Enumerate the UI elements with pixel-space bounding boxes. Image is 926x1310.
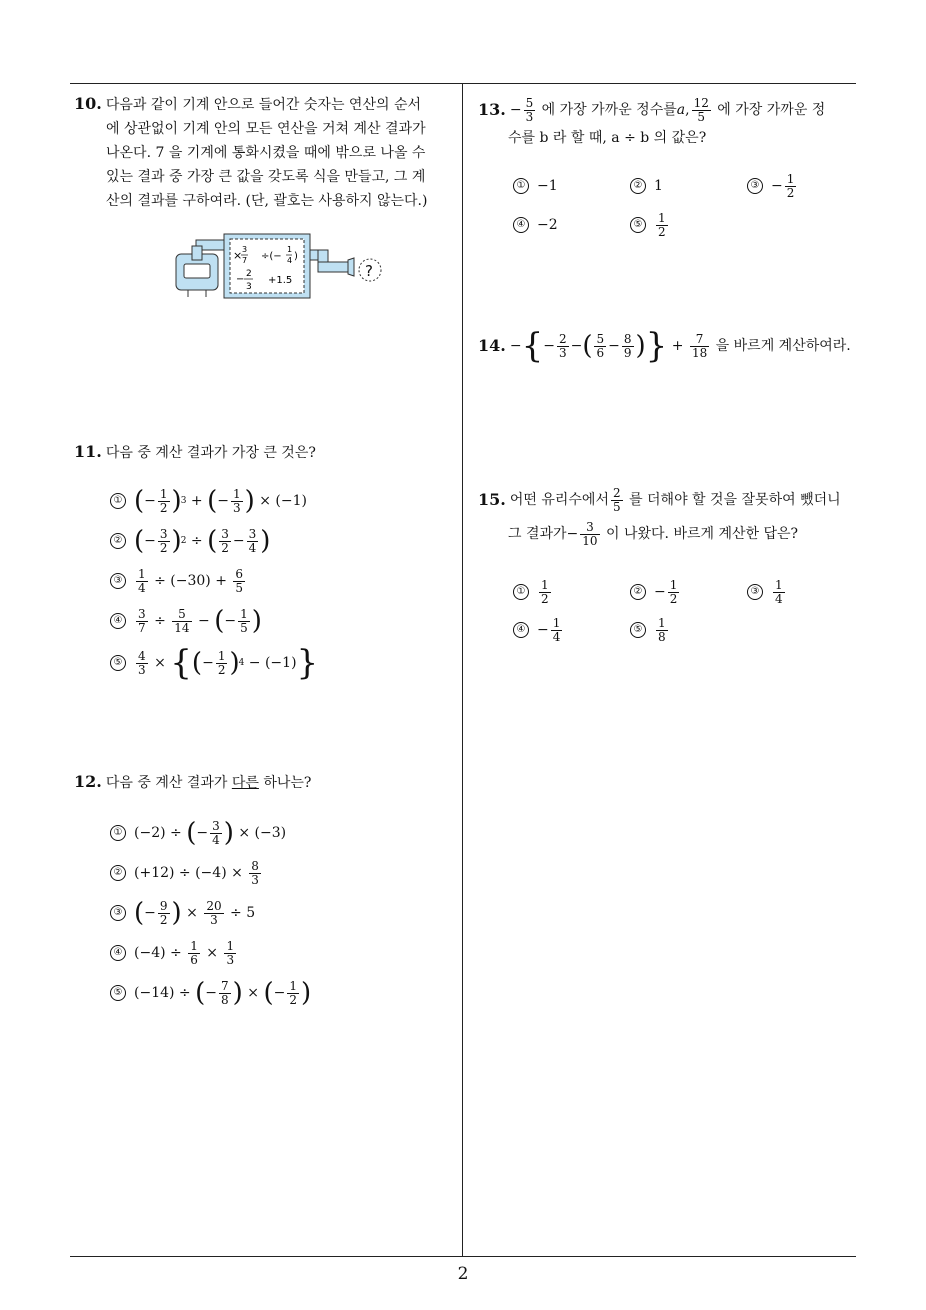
- q12-option-5[interactable]: ⑤ (−14) ÷ ( − $\frac{7}{8}$ ) × ( − $\frac{1}{2}$ ): [110, 975, 311, 1011]
- choice-value: −2: [537, 217, 558, 233]
- question-10: [74, 92, 460, 213]
- choice-marker: ④: [110, 945, 126, 961]
- op2-den: 4: [287, 256, 293, 265]
- choice-marker: ③: [110, 573, 126, 589]
- choice-marker: ②: [630, 584, 646, 600]
- q13-option-5[interactable]: ⑤ $\frac{1}{2}$: [630, 207, 670, 243]
- question-number: 10.: [74, 94, 102, 113]
- choice-marker: ①: [513, 584, 529, 600]
- q12-option-3[interactable]: ③ ( − $\frac{9}{2}$ ) × $\frac{20}{3}$ ÷ 5: [110, 895, 255, 931]
- choice-marker: ⑤: [630, 217, 646, 233]
- choice-value: 1: [654, 178, 663, 194]
- question-14: 14. − { − $\frac{2}{3}$ − ( $\frac{5}{6}$ − $\frac{8}{9}$ ) } + $\frac{7}{18}$ 을 바르게 계산하여라.: [478, 326, 851, 366]
- column-divider: [462, 83, 463, 1257]
- choice-marker: ⑤: [630, 622, 646, 638]
- choice-marker: ⑤: [110, 985, 126, 1001]
- question-12: [74, 770, 460, 795]
- question-number: 14.: [478, 336, 506, 355]
- question-number: 12.: [74, 772, 102, 791]
- op3-num: 2: [246, 269, 252, 279]
- question-text-line: 산의 결과를 구하여라. (단, 괄호는 사용하지 않는다.): [106, 193, 428, 209]
- choice-marker: ②: [110, 533, 126, 549]
- output-nozzle: [348, 258, 354, 276]
- q11-option-4[interactable]: ④ $\frac{3}{7}$ ÷ $\frac{5}{14}$ − ( − $\frac{1}{5}$ ): [110, 603, 262, 639]
- q12-option-4[interactable]: ④ (−4) ÷ $\frac{1}{6}$ × $\frac{1}{3}$: [110, 935, 238, 971]
- op1-num: 3: [242, 245, 248, 254]
- question-number: 11.: [74, 442, 102, 461]
- choice-marker: ④: [110, 613, 126, 629]
- choice-marker: ③: [747, 178, 763, 194]
- q13-option-4[interactable]: [513, 207, 558, 243]
- question-text: 하나는?: [258, 775, 312, 791]
- question-15: 15. 어떤 유리수에서 $\frac{2}{5}$ 를 더해야 할 것을 잘못하여 뺐더니 그 결과가 − $\frac{3}{10}$ 이 나왔다. 바르게 계산한 답은?: [478, 485, 841, 548]
- question-text: 에 가장 가까운 정: [717, 102, 826, 118]
- q13-option-2[interactable]: [630, 168, 663, 204]
- top-rule: [70, 83, 856, 84]
- question-number: 15.: [478, 490, 506, 509]
- q12-option-1[interactable]: ① (−2) ÷ ( − $\frac{3}{4}$ ) × (−3): [110, 815, 286, 851]
- question-text-line: 다음과 같이 기계 안으로 들어간 숫자는 연산의 순서: [105, 97, 421, 113]
- choice-marker: ①: [110, 493, 126, 509]
- question-text: 를 더해야 할 것을 잘못하여 뺐더니: [629, 492, 841, 508]
- page-number: 2: [457, 1264, 469, 1284]
- op3-sign: −: [236, 274, 245, 285]
- q12-option-2[interactable]: ② (+12) ÷ (−4) × $\frac{8}{3}$: [110, 855, 263, 891]
- op1-den: 7: [242, 256, 248, 265]
- op2-num: 1: [287, 245, 293, 254]
- choice-marker: ④: [513, 217, 529, 233]
- question-text: 을 바르게 계산하여라.: [715, 338, 851, 354]
- choice-marker: ②: [630, 178, 646, 194]
- question-text: 다음 중 계산 결과가 가장 큰 것은?: [105, 445, 316, 461]
- question-text: 다음 중 계산 결과가: [105, 775, 232, 791]
- q15-option-5[interactable]: ⑤ $\frac{1}{8}$: [630, 612, 670, 648]
- choice-marker: ④: [513, 622, 529, 638]
- choice-marker: ③: [110, 905, 126, 921]
- question-text-line: 나온다. 7 을 기계에 통화시켰을 때에 밖으로 나올 수: [106, 145, 426, 161]
- q15-option-4[interactable]: ④ − $\frac{1}{4}$: [513, 612, 564, 648]
- question-text: 에 가장 가까운 정수를: [541, 102, 677, 118]
- question-13: 13. − $\frac{5}{3}$ 에 가장 가까운 정수를 a , $\frac{12}{5}$ 에 가장 가까운 정 수를 b 라 할 때, a ÷ b 의 값은?: [478, 94, 858, 150]
- question-text-underlined: 다른: [231, 775, 259, 791]
- q11-option-1[interactable]: ① ( − $\frac{1}{2}$ ) 3 + ( − $\frac{1}{3}$ ) × (−1): [110, 483, 307, 519]
- op3-den: 3: [246, 282, 252, 292]
- q15-option-2[interactable]: ② − $\frac{1}{2}$: [630, 574, 681, 610]
- choice-marker: ⑤: [110, 655, 126, 671]
- question-text-line: 있는 결과 중 가장 큰 값을 갖도록 식을 만들고, 그 계: [106, 169, 426, 185]
- question-text: 어떤 유리수에서: [509, 492, 609, 508]
- op1-symbol: ×: [233, 249, 243, 262]
- op2-close: ): [294, 251, 298, 262]
- machine-diagram: [168, 232, 388, 304]
- q11-option-3[interactable]: ③ $\frac{1}{4}$ ÷ (−30) + $\frac{6}{5}$: [110, 563, 247, 599]
- input-box-screen: [184, 264, 210, 278]
- op4: +1.5: [268, 275, 293, 286]
- question-number: 13.: [478, 100, 506, 119]
- bottom-rule: [70, 1256, 856, 1257]
- q13-option-3[interactable]: ③ − $\frac{1}{2}$: [747, 168, 798, 204]
- choice-value: −1: [537, 178, 558, 194]
- q11-option-5[interactable]: ⑤ $\frac{4}{3}$ × { ( − $\frac{1}{2}$ ) 4 − (−1) }: [110, 645, 318, 681]
- question-text: 수를 b 라 할 때, a ÷ b 의 값은?: [508, 130, 707, 146]
- choice-marker: ①: [513, 178, 529, 194]
- question-text: 이 나왔다. 바르게 계산한 답은?: [606, 526, 799, 542]
- q15-option-1[interactable]: ① $\frac{1}{2}$: [513, 574, 553, 610]
- q15-option-3[interactable]: ③ $\frac{1}{4}$: [747, 574, 787, 610]
- question-text: 그 결과가: [508, 526, 567, 542]
- output-question-mark: ?: [365, 262, 373, 280]
- question-11: [74, 440, 460, 465]
- op2-symbol: ÷(−: [261, 251, 282, 262]
- choice-marker: ①: [110, 825, 126, 841]
- variable-a: a: [676, 102, 686, 118]
- choice-marker: ②: [110, 865, 126, 881]
- q13-option-1[interactable]: [513, 168, 558, 204]
- q11-option-2[interactable]: ② ( − $\frac{3}{2}$ ) 2 ÷ ( $\frac{3}{2}$ − $\frac{3}{4}$ ): [110, 523, 270, 559]
- choice-marker: ③: [747, 584, 763, 600]
- question-text: ,: [685, 102, 690, 118]
- question-text-line: 에 상관없이 기계 안의 모든 연산을 거쳐 계산 결과가: [106, 121, 426, 137]
